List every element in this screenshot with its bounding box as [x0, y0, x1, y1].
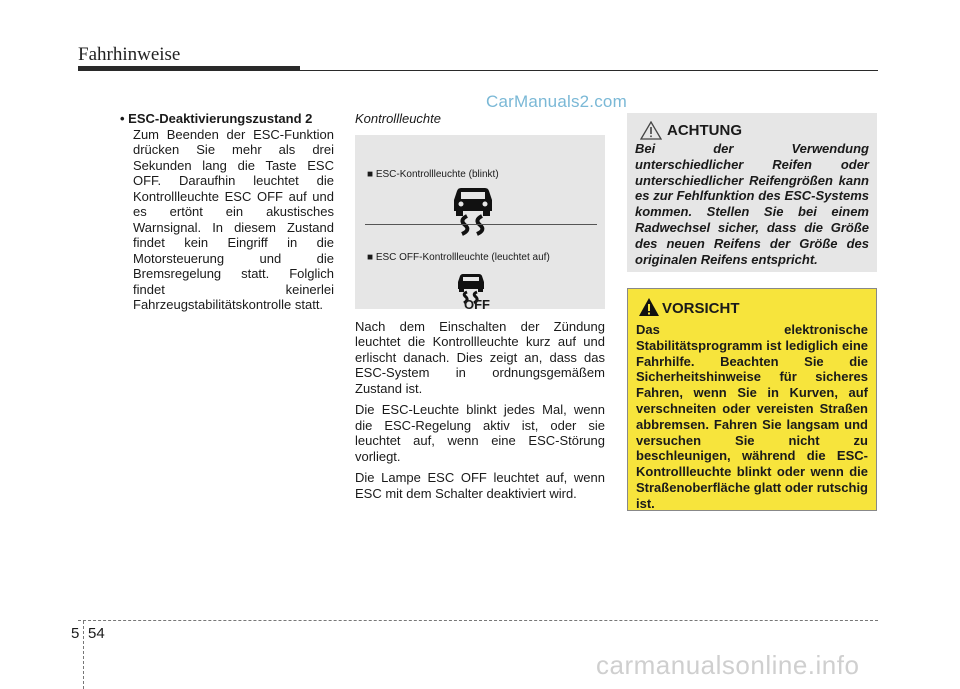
- section-text: Zum Beenden der ESC-Funktion drücken Sie mehr als drei Sekunden lang die Taste ESC OFF. Daraufhin leuchtet die Kontrollleuchte ESC OFF auf und es ertönt ein akustisches Warnsignal. In diesem Zustand findet kein Eingriff in die Motorsteuerung und die Bremsregelung statt. Folglich findet keinerlei Fahrzeugstabilitätskontrolle statt.: [133, 126, 334, 312]
- watermark: CarManuals2.com: [486, 92, 627, 111]
- warning-triangle-icon: [638, 297, 660, 317]
- footer-rule: [78, 620, 878, 621]
- chapter-number: 5: [71, 625, 80, 642]
- esc-indicator-icon: [451, 184, 495, 236]
- footer-divider: [83, 621, 84, 689]
- warning-triangle-icon: [640, 121, 662, 140]
- achtung-box: [627, 113, 877, 272]
- left-column: [118, 111, 334, 313]
- site-watermark: carmanualsonline.info: [596, 650, 860, 680]
- vorsicht-text: Das elektronische Stabilitätsprogramm ist lediglich eine Fahrhilfe. Beachten Sie die Sicherheitshinweise für sicheres Fahren, wenn Sie in Kurven, auf verschneiten oder vereisten Straßen abbremsen. Fahren Sie langsam und versuchen Sie nicht zu beschleunigen, während die ESC-Kontrollleuchte blinkt oder wenn die Straßenoberfläche glatt oder rutschig ist.: [636, 322, 868, 511]
- paragraph-2: Die ESC-Leuchte blinkt jedes Mal, wenn die ESC-Regelung aktiv ist, oder sie leuchtet auf, wenn eine ESC-Störung vorliegt.: [355, 402, 605, 464]
- achtung-title: ACHTUNG: [667, 122, 742, 139]
- vorsicht-box: [627, 288, 877, 511]
- indicator-separator: [365, 224, 597, 225]
- vorsicht-title: VORSICHT: [662, 300, 740, 317]
- paragraph-1: Nach dem Einschalten der Zündung leuchtet die Kontrollleuchte kurz auf und erlischt danach. Dies zeigt an, dass das ESC-System in ordnungsgemäßem Zustand ist.: [355, 318, 605, 396]
- off-label: OFF: [464, 296, 490, 312]
- achtung-text: Bei der Verwendung unterschiedlicher Reifen oder unterschiedlicher Reifengrößen kann es zur Fehlfunktion des ESC-Systems kommen. Stellen Sie bei einem Radwechsel sicher, dass die Größe des neuen Reifens der Größe des originalen Reifens entspricht.: [635, 141, 869, 267]
- header-rule: [300, 70, 878, 71]
- indicator-blink-label: ■ ESC-Kontrollleuchte (blinkt): [367, 168, 499, 180]
- section-heading: • ESC-Deaktivierungszustand 2: [120, 111, 313, 126]
- middle-column: [355, 111, 605, 501]
- header-bar: [78, 66, 300, 71]
- paragraph-3: Die Lampe ESC OFF leuchtet auf, wenn ESC mit dem Schalter deaktiviert wird.: [355, 470, 605, 501]
- page-number: 54: [88, 625, 105, 642]
- subsection-title: Kontrollleuchte: [355, 111, 441, 126]
- indicator-on-label: ■ ESC OFF-Kontrollleuchte (leuchtet auf): [367, 251, 550, 263]
- indicator-box: [355, 135, 605, 312]
- header-title: Fahrhinweise: [78, 44, 181, 65]
